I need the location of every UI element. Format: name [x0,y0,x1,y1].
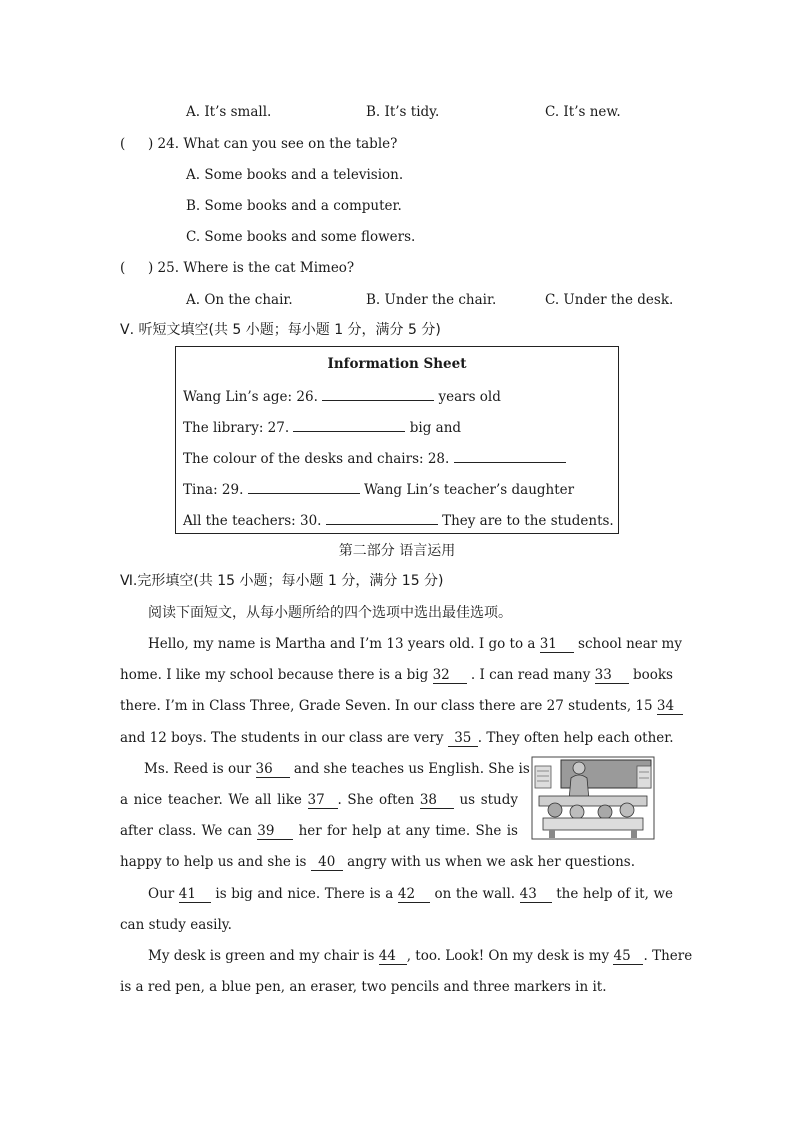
passage-line [120,853,635,871]
passage-line [120,822,518,840]
blank-44[interactable]: 44 [379,949,407,965]
answer-blank-28[interactable] [454,448,566,463]
passage-text: and she teaches us English. She is [293,761,530,777]
blank-37[interactable]: 37 [308,793,338,809]
sheet-row-label: The colour of the desks and chairs: 28. [183,451,450,467]
information-sheet-title: Information Sheet [327,356,467,372]
passage-text: . There [643,948,693,964]
q25-option-c: C. Under the desk. [545,292,674,308]
blank-39[interactable]: 39 [257,824,293,840]
passage-text: school near my [578,636,682,652]
passage-text: the help of it, we [556,886,673,902]
blank-45[interactable]: 45 [613,949,643,965]
q23-option-a: A. It’s small. [186,104,272,120]
passage-line [120,666,673,684]
information-sheet [175,346,619,534]
sheet-row-label: The library: 27. [183,420,290,436]
q24-answer-paren: ( [120,136,126,152]
passage-text: can study easily. [120,917,232,933]
q24-question: ) 24. What can you see on the table? [148,136,398,152]
sheet-row-26 [183,386,501,406]
sheet-row-label: Wang Lin’s age: 26. [183,389,318,405]
sheet-row-suffix: Wang Lin’s teacher’s daughter [363,482,575,498]
passage-text: Hello, my name is Martha and I’m 13 years old. I go to a [148,636,536,652]
answer-blank-27[interactable] [293,417,405,432]
blank-40[interactable]: 40 [311,855,343,871]
q25-answer-paren: ( [120,260,126,276]
passage-line [120,916,232,934]
blank-31[interactable]: 31 [540,637,574,653]
passage-text: is a red pen, a blue pen, an eraser, two pencils and three markers in it. [120,979,607,995]
blank-41[interactable]: 41 [179,887,211,903]
passage-text: is big and nice. There is a [215,886,394,902]
passage-line [148,635,682,653]
passage-line [120,978,606,996]
q25-option-a: A. On the chair. [186,292,293,308]
q23-option-b: B. It’s tidy. [366,104,440,120]
passage-line [148,947,693,965]
sheet-row-label: Tina: 29. [183,482,244,498]
sheet-row-28 [183,448,566,468]
passage-text: a nice teacher. We all like [120,792,302,808]
passage-text: her for help at any time. She is [298,823,518,839]
q24-option-c: C. Some books and some flowers. [186,229,416,245]
q24-option-a: A. Some books and a television. [186,167,404,183]
passage-text: , too. Look! On my desk is my [406,948,610,964]
sheet-row-label: All the teachers: 30. [183,513,322,529]
answer-blank-30[interactable] [326,510,438,525]
q25-question: ) 25. Where is the cat Mimeo? [148,260,355,276]
blank-35[interactable]: 35 [448,731,478,747]
section6-title: Ⅵ.完形填空(共 15 小题；每小题 1 分，满分 15 分) [120,573,444,589]
passage-text: happy to help us and she is [120,854,307,870]
passage-text: us study [459,792,519,808]
answer-blank-26[interactable] [322,386,434,401]
passage-line [120,697,673,715]
sheet-row-suffix: years old [438,389,501,405]
q23-option-c: C. It’s new. [545,104,621,120]
passage-text: Ms. Reed is our [144,761,252,777]
passage-text: on the wall. [434,886,516,902]
blank-34[interactable]: 34 [657,699,683,715]
sheet-row-29 [183,479,574,499]
blank-43[interactable]: 43 [520,887,552,903]
blank-42[interactable]: 42 [398,887,430,903]
sheet-row-suffix: big and [409,420,462,436]
passage-text: after class. We can [120,823,252,839]
q24-option-b: B. Some books and a computer. [186,198,402,214]
passage-text: there. I’m in Class Three, Grade Seven. In our class there are 27 students, 15 [120,698,653,714]
passage-text: Our [148,886,175,902]
passage-text: and 12 boys. The students in our class are very [120,730,444,746]
classroom-illustration [531,756,655,840]
q25-option-b: B. Under the chair. [366,292,497,308]
passage-text: home. I like my school because there is a big [120,667,429,683]
blank-38[interactable]: 38 [420,793,454,809]
section6-instruction: 阅读下面短文，从每小题所给的四个选项中选出最佳选项。 [148,605,512,621]
blank-33[interactable]: 33 [595,668,629,684]
passage-text: . She often [337,792,415,808]
sheet-row-suffix: They are to the students. [442,513,614,529]
passage-line [144,760,530,778]
passage-text: . I can read many [470,667,591,683]
sheet-row-27 [183,417,461,437]
passage-line [148,885,673,903]
passage-line [120,729,674,747]
passage-text: . They often help each other. [477,730,674,746]
part2-title: 第二部分 语言运用 [338,543,456,559]
blank-32[interactable]: 32 [433,668,467,684]
passage-text: books [632,667,673,683]
passage-text: My desk is green and my chair is [148,948,375,964]
blank-36[interactable]: 36 [256,762,290,778]
passage-line [120,791,518,809]
section5-title: Ⅴ. 听短文填空(共 5 小题；每小题 1 分，满分 5 分) [120,322,441,338]
sheet-row-30 [183,510,614,530]
answer-blank-29[interactable] [248,479,360,494]
passage-text: angry with us when we ask her questions. [347,854,635,870]
